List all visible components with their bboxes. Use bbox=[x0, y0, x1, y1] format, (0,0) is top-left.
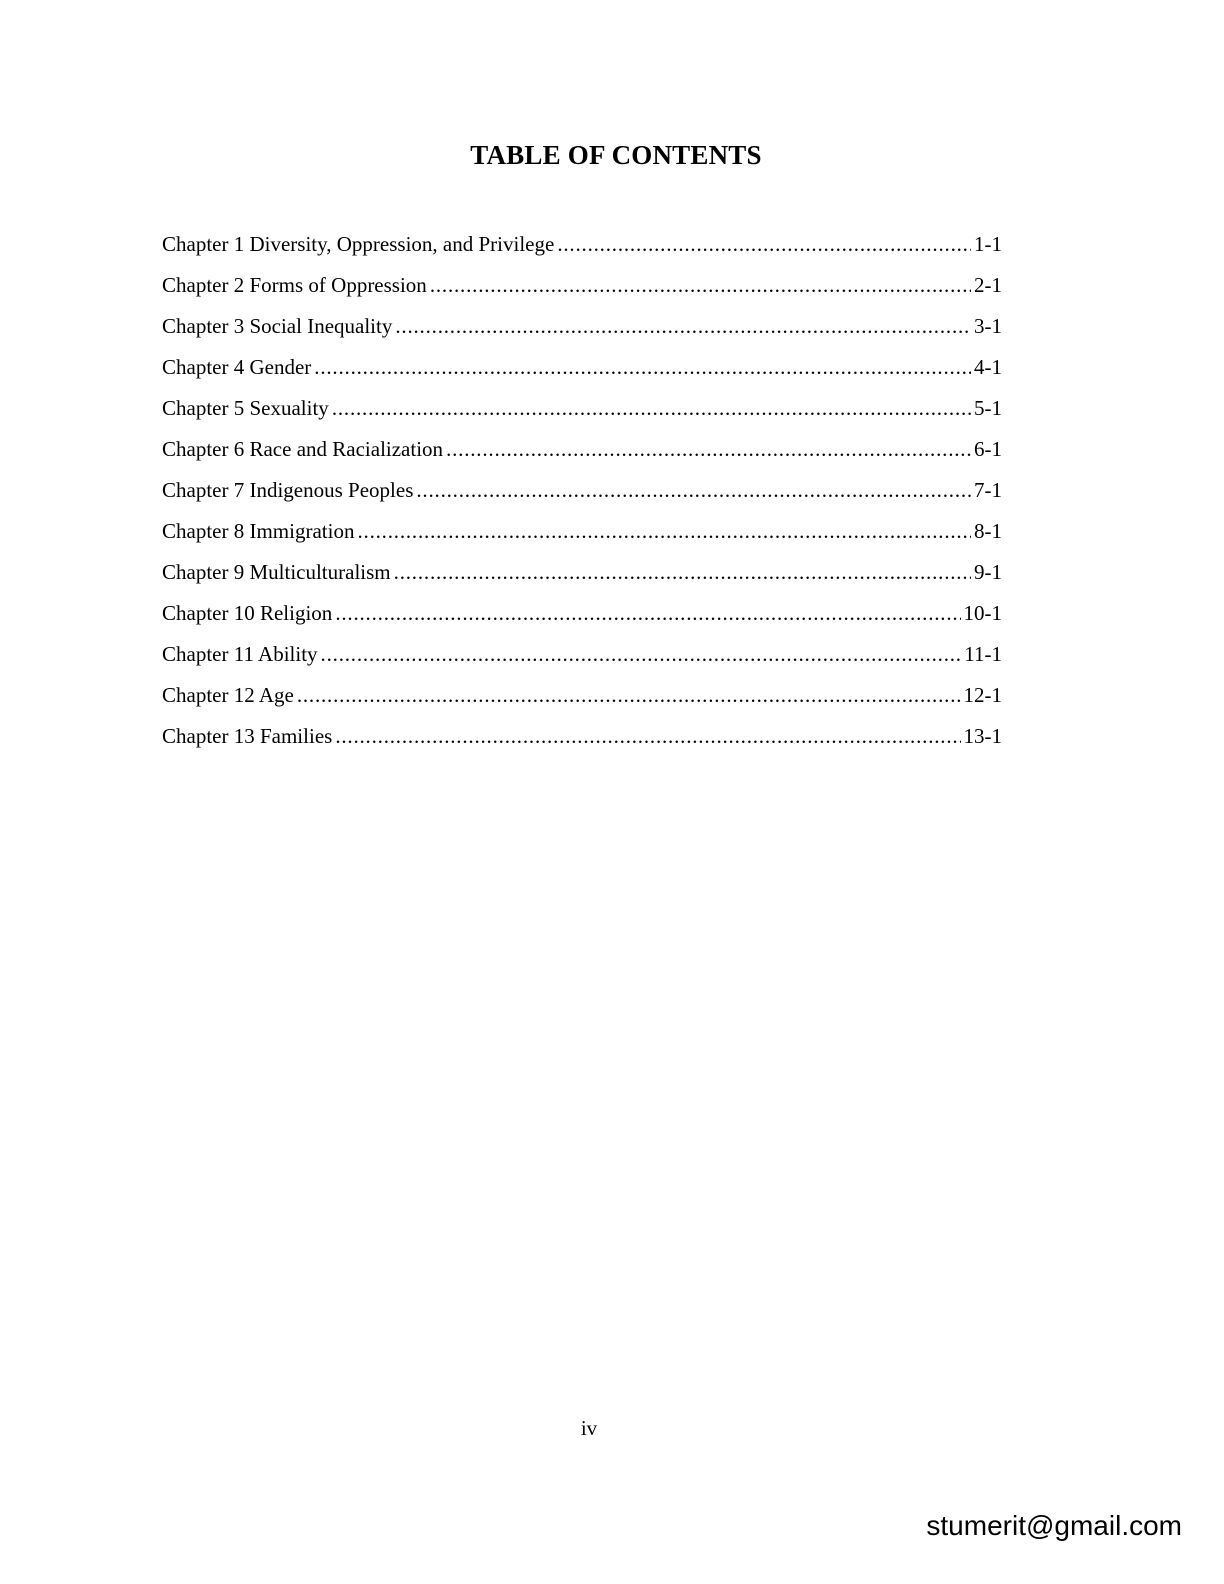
toc-entry-6 bbox=[162, 433, 1002, 474]
page-title: TABLE OF CONTENTS bbox=[470, 140, 762, 170]
toc-entry-page: 2-1 bbox=[974, 273, 1002, 297]
toc-leader-dots bbox=[446, 433, 971, 465]
toc-entry-label: Chapter 7 Indigenous Peoples bbox=[162, 478, 414, 502]
toc-leader-dots bbox=[335, 597, 960, 629]
toc-entry-label: Chapter 11 Ability bbox=[162, 642, 318, 666]
toc-list bbox=[162, 228, 1002, 761]
toc-entry-label: Chapter 1 Diversity, Oppression, and Privilege bbox=[162, 232, 555, 256]
toc-leader-dots bbox=[557, 228, 971, 260]
toc-entry-8 bbox=[162, 515, 1002, 556]
toc-entry-3 bbox=[162, 310, 1002, 351]
toc-entry-7 bbox=[162, 474, 1002, 515]
toc-entry-5 bbox=[162, 392, 1002, 433]
toc-entry-12 bbox=[162, 679, 1002, 720]
toc-leader-dots bbox=[321, 638, 962, 670]
toc-entry-page: 3-1 bbox=[974, 314, 1002, 338]
toc-entry-label: Chapter 10 Religion bbox=[162, 601, 333, 625]
toc-leader-dots bbox=[430, 269, 971, 301]
toc-leader-dots bbox=[314, 351, 971, 383]
toc-entry-4 bbox=[162, 351, 1002, 392]
toc-entry-page: 10-1 bbox=[963, 601, 1002, 625]
toc-entry-10 bbox=[162, 597, 1002, 638]
toc-leader-dots bbox=[297, 679, 961, 711]
toc-entry-page: 13-1 bbox=[963, 724, 1002, 748]
toc-entry-label: Chapter 13 Families bbox=[162, 724, 333, 748]
page-number: iv bbox=[580, 1416, 598, 1440]
watermark-email: stumerit@gmail.com bbox=[926, 1510, 1182, 1541]
toc-entry-page: 5-1 bbox=[974, 396, 1002, 420]
toc-entry-page: 8-1 bbox=[974, 519, 1002, 543]
toc-entry-label: Chapter 12 Age bbox=[162, 683, 294, 707]
toc-entry-page: 11-1 bbox=[964, 642, 1002, 666]
toc-entry-page: 4-1 bbox=[974, 355, 1002, 379]
toc-entry-11 bbox=[162, 638, 1002, 679]
toc-entry-page: 7-1 bbox=[974, 478, 1002, 502]
toc-entry-page: 1-1 bbox=[974, 232, 1002, 256]
toc-entry-page: 9-1 bbox=[974, 560, 1002, 584]
toc-entry-label: Chapter 4 Gender bbox=[162, 355, 312, 379]
toc-leader-dots bbox=[357, 515, 971, 547]
toc-entry-page: 6-1 bbox=[974, 437, 1002, 461]
toc-entry-label: Chapter 2 Forms of Oppression bbox=[162, 273, 427, 297]
toc-entry-13 bbox=[162, 720, 1002, 761]
toc-leader-dots bbox=[332, 392, 971, 424]
toc-leader-dots bbox=[335, 720, 960, 752]
toc-entry-1 bbox=[162, 228, 1002, 269]
toc-leader-dots bbox=[416, 474, 971, 506]
toc-entry-label: Chapter 3 Social Inequality bbox=[162, 314, 393, 338]
toc-entry-label: Chapter 6 Race and Racialization bbox=[162, 437, 444, 461]
toc-leader-dots bbox=[395, 310, 971, 342]
toc-entry-2 bbox=[162, 269, 1002, 310]
toc-entry-label: Chapter 8 Immigration bbox=[162, 519, 355, 543]
toc-entry-label: Chapter 5 Sexuality bbox=[162, 396, 329, 420]
toc-leader-dots bbox=[394, 556, 971, 588]
toc-entry-9 bbox=[162, 556, 1002, 597]
toc-entry-page: 12-1 bbox=[963, 683, 1002, 707]
toc-entry-label: Chapter 9 Multiculturalism bbox=[162, 560, 391, 584]
